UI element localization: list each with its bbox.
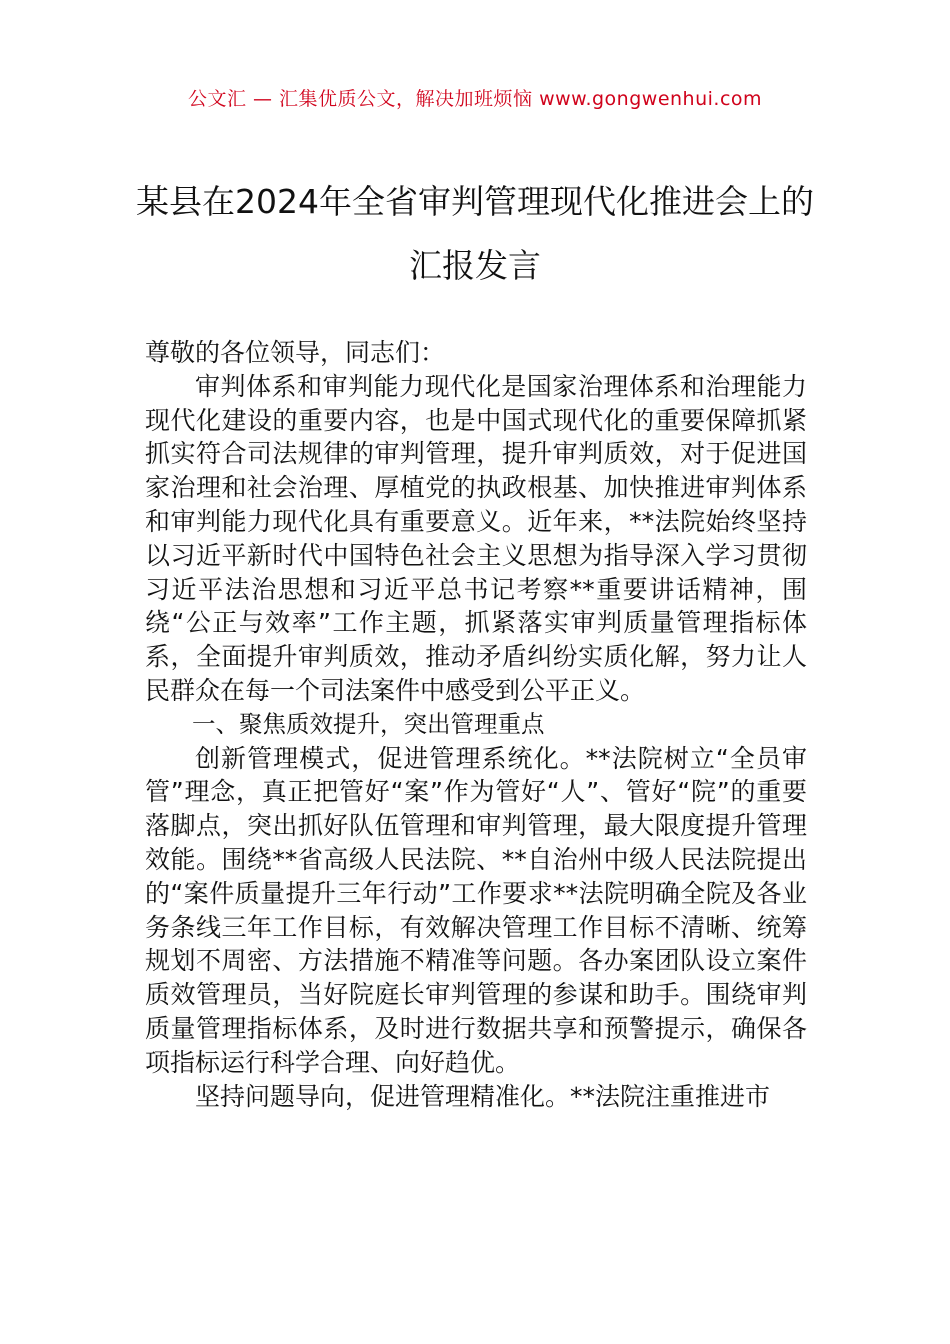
header-banner: 公文汇 — 汇集优质公文，解决加班烦恼 www.gongwenhui.com — [187, 88, 763, 110]
document-title: 某县在2024年全省审判管理现代化推进会上的汇报发言 — [136, 182, 814, 285]
section-paragraph: 创新管理模式，促进管理系统化。**法院树立“全员审管”理念，真正把管好“案”作为管好“人”、管好“院”的重要落脚点，突出抓好队伍管理和审判管理，最大限度提升管理效能。围绕**省高级人民法院、**自治州中级人民法院提出的“案件质量提升三年行动”工作要求**法院明确全院及各业务条线三年工作目标，有效解决管理工作目标不清晰、统筹规划不周密、方法措施不精准等问题。各办案团队设立案件质效管理员，当好院庭长审判管理的参谋和助手。围绕审判质量管理指标体系，及时进行数据共享和预警提示，确保各项指标运行科学合理、向好趋优。 — [145, 743, 807, 1077]
section-paragraph: 坚持问题导向，促进管理精准化。**法院注重推进市 — [195, 1081, 771, 1111]
document-body — [145, 336, 807, 1113]
salutation: 尊敬的各位领导，同志们： — [145, 338, 446, 367]
section-heading: 一、聚焦质效提升，突出管理重点 — [192, 709, 545, 738]
intro-paragraph: 审判体系和审判能力现代化是国家治理体系和治理能力现代化建设的重要内容，也是中国式现代化的重要保障抓紧抓实符合司法规律的审判管理，提升审判质效，对于促进国家治理和社会治理、厚植党的执政根基、加快推进审判体系和审判能力现代化具有重要意义。近年来，**法院始终坚持以习近平新时代中国特色社会主义思想为指导深入学习贯彻习近平法治思想和习近平总书记考察**重要讲话精神，围绕“公正与效率”工作主题，抓紧落实审判质量管理指标体系，全面提升审判质效，推动矛盾纠纷实质化解，努力让人民群众在每一个司法案件中感受到公平正义。 — [145, 371, 807, 705]
